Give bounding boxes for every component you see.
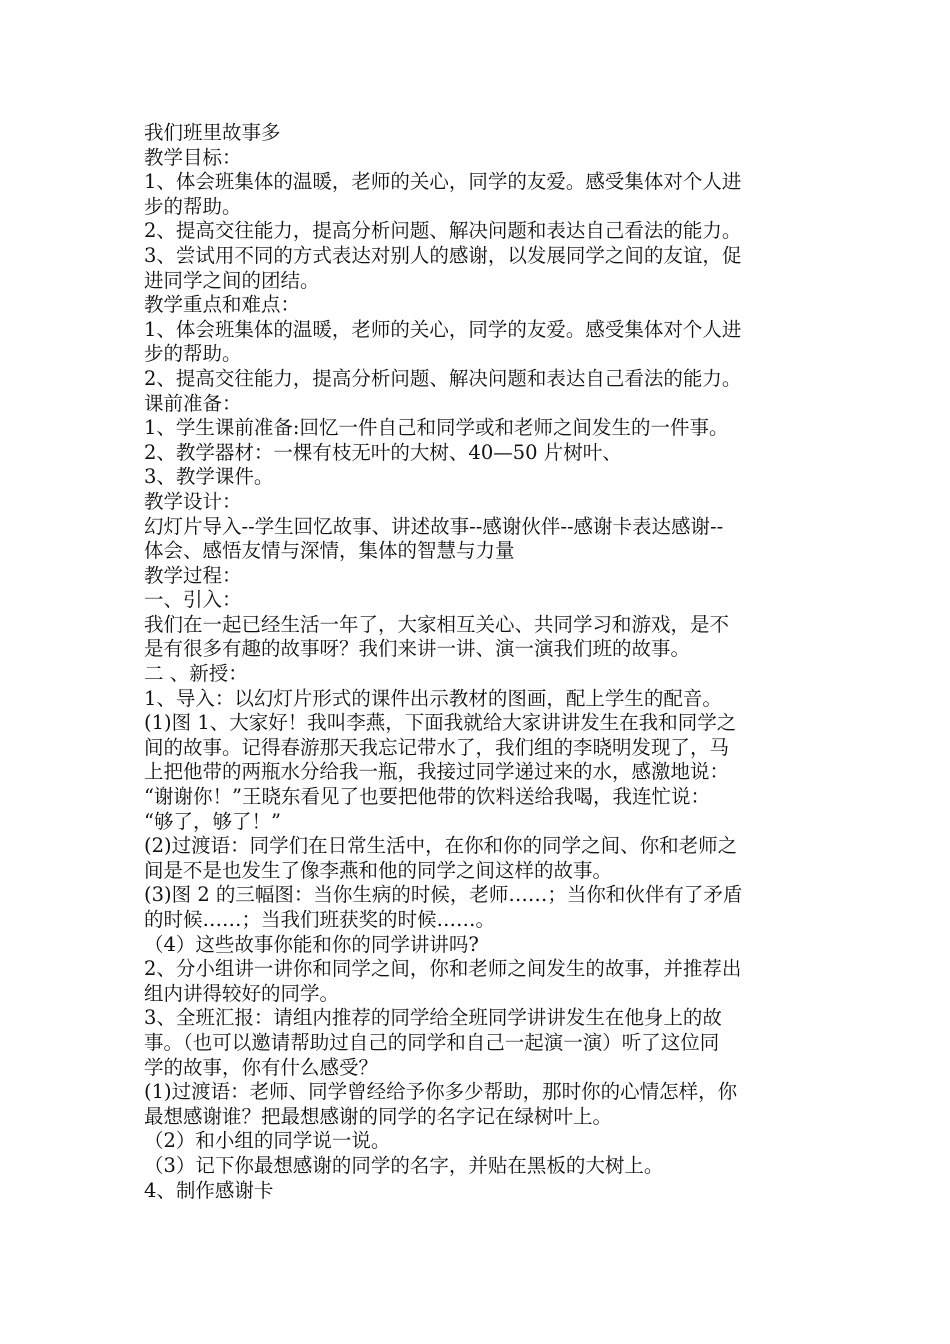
text-line: 课前准备： — [144, 391, 242, 415]
text-line: 2、教学器材：一棵有枝无叶的大树、40—50 片树叶、 — [144, 440, 622, 464]
text-line: 3、教学课件。 — [144, 465, 274, 489]
text-line: 2、提高交往能力，提高分析问题、解决问题和表达自己看法的能力。 — [144, 219, 742, 243]
text-line: 我们在一起已经生活一年了，大家相互关心、共同学习和游戏，是不 — [144, 612, 730, 636]
text-line: 3、全班汇报：请组内推荐的同学给全班同学讲讲发生在他身上的故 — [144, 1006, 722, 1030]
text-line: 体会、感悟友情与深情，集体的智慧与力量 — [144, 539, 515, 563]
text-line: 间的故事。记得春游那天我忘记带水了，我们组的李晓明发现了，马 — [144, 735, 730, 759]
text-line: 2、分小组讲一讲你和同学之间，你和老师之间发生的故事，并推荐出 — [144, 957, 742, 981]
text-line: 最想感谢谁？把最想感谢的同学的名字记在绿树叶上。 — [144, 1104, 613, 1128]
text-line: 1、导入：以幻灯片形式的课件出示教材的图画，配上学生的配音。 — [144, 686, 722, 710]
text-line: 的时候……；当我们班获奖的时候……。 — [144, 908, 496, 931]
text-line: (2)过渡语：同学们在日常生活中，在你和你的同学之间、你和老师之 — [144, 834, 738, 858]
text-line: 是有很多有趣的故事呀？我们来讲一讲、演一演我们班的故事。 — [144, 637, 691, 661]
text-line: 教学目标： — [144, 145, 242, 169]
text-line: 上把他带的两瓶水分给我一瓶，我接过同学递过来的水，感激地说： — [144, 760, 730, 784]
text-line: (1)过渡语：老师、同学曾经给予你多少帮助，那时你的心情怎样，你 — [144, 1080, 738, 1104]
text-line: 间是不是也发生了像李燕和他的同学之间这样的故事。 — [144, 858, 613, 882]
text-line: （2）和小组的同学说一说。 — [144, 1129, 391, 1153]
text-line: 进同学之间的团结。 — [144, 268, 320, 292]
text-line: “谢谢你！”王晓东看见了也要把他带的饮料送给我喝，我连忙说： — [144, 785, 710, 809]
text-line: 教学过程： — [144, 563, 242, 587]
text-line: 2、提高交往能力，提高分析问题、解决问题和表达自己看法的能力。 — [144, 366, 742, 390]
text-line: 组内讲得较好的同学。 — [144, 981, 340, 1005]
text-line: 1、学生课前准备:回忆一件自己和同学或和老师之间发生的一件事。 — [144, 416, 729, 440]
text-line: 教学设计： — [144, 489, 242, 513]
text-line: 学的故事，你有什么感受？ — [144, 1055, 379, 1079]
text-line: (3)图 2 的三幅图：当你生病的时候，老师……；当你和伙伴有了矛盾 — [144, 883, 743, 907]
document-body — [144, 121, 812, 1203]
text-line: 4、制作感谢卡 — [144, 1178, 274, 1202]
text-line: 3、尝试用不同的方式表达对别人的感谢，以发展同学之间的友谊，促 — [144, 243, 742, 267]
text-line: （4）这些故事你能和你的同学讲讲吗? — [144, 932, 479, 956]
document-title: 我们班里故事多 — [144, 121, 281, 144]
text-line: （3）记下你最想感谢的同学的名字，并贴在黑板的大树上。 — [144, 1153, 664, 1177]
text-line: “够了，够了！” — [144, 809, 281, 833]
text-line: 1、体会班集体的温暖，老师的关心，同学的友爱。感受集体对个人进 — [144, 170, 742, 194]
text-line: 一、引入： — [144, 588, 242, 612]
text-line: 1、体会班集体的温暖，老师的关心，同学的友爱。感受集体对个人进 — [144, 317, 742, 341]
text-line: 步的帮助。 — [144, 342, 242, 366]
text-line: 事。（也可以邀请帮助过自己的同学和自己一起演一演）听了这位同 — [144, 1030, 720, 1054]
text-line: 步的帮助。 — [144, 194, 242, 218]
text-line: 教学重点和难点： — [144, 293, 301, 317]
text-line: (1)图 1、大家好！我叫李燕，下面我就给大家讲讲发生在我和同学之 — [144, 711, 737, 735]
text-line: 幻灯片导入--学生回忆故事、讲述故事--感谢伙伴--感谢卡表达感谢-- — [144, 514, 724, 538]
text-line: 二 、新授： — [144, 662, 248, 686]
